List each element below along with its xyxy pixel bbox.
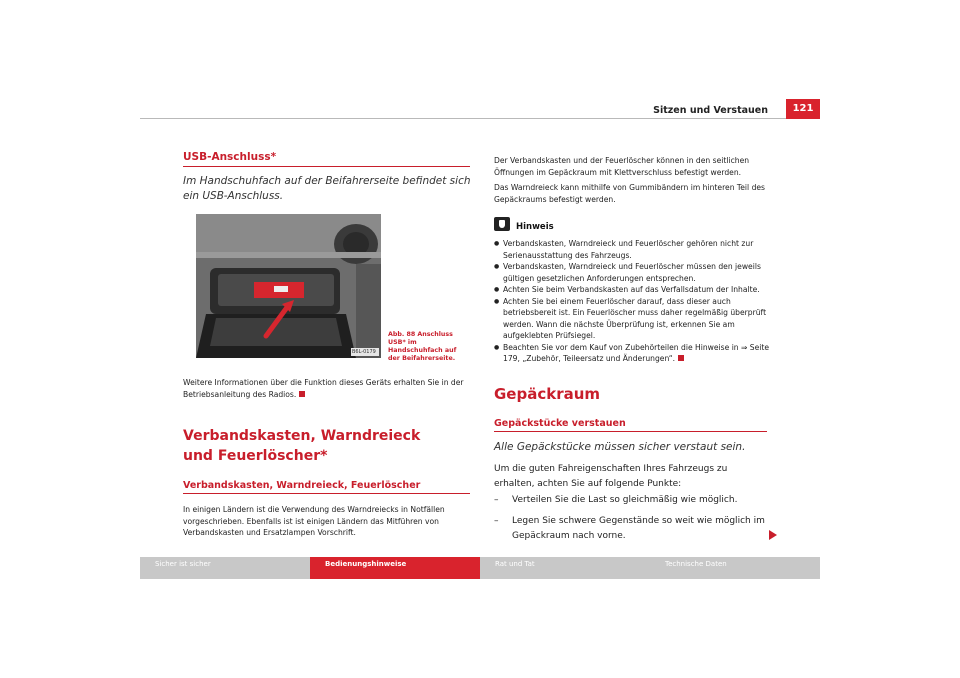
verbandskasten-body: In einigen Ländern ist die Verwendung des Warndreiecks in Notfällen vorgeschrieben. Ebenfalls ist ist einigen Ländern das Mitführen von Verbandskasten und Ersatzlampen Vorschrift. bbox=[183, 505, 445, 537]
note-hand-icon bbox=[494, 217, 510, 231]
hinweis-list bbox=[494, 238, 772, 365]
usb-lead: Im Handschuhfach auf der Beifahrerseite befindet sich ein USB-Anschluss. bbox=[183, 175, 471, 202]
chapter-heading-verbandskasten: Verbandskasten, Warndreieck und Feuerlöscher* bbox=[183, 428, 421, 464]
gepaeckstuecke-heading-rule bbox=[494, 431, 767, 432]
dash-list bbox=[494, 493, 769, 550]
footer-tab-rat-und-tat[interactable]: Rat und Tat bbox=[495, 560, 535, 568]
figure-caption: Abb. 88 Anschluss USB* im Handschuhfach auf der Beifahrerseite. bbox=[388, 331, 457, 362]
glovebox-photo bbox=[196, 214, 381, 358]
right-para-1: Der Verbandskasten und der Feuerlöscher können in den seitlichen Öffnungen im Gepäckraum mit Klettverschluss befestigt werden. bbox=[494, 156, 750, 177]
hinweis-item-link[interactable]: ● Beachten Sie vor dem Kauf von Zubehörteilen die Hinweise in ⇒ Seite 179, „Zubehör, Teileersatz und Änderungen“. bbox=[494, 342, 772, 365]
footer-nav bbox=[140, 557, 820, 579]
usb-heading: USB-Anschluss* bbox=[183, 151, 277, 163]
hinweis-title: Hinweis bbox=[516, 222, 554, 232]
chapter-heading-gepaeckraum: Gepäckraum bbox=[494, 385, 601, 403]
right-para-2: Das Warndreieck kann mithilfe von Gummibändern im hinteren Teil des Gepäckraums befestigt werden. bbox=[494, 183, 766, 204]
figure-code: B6L-0179 bbox=[352, 349, 376, 355]
end-of-section-icon bbox=[299, 391, 305, 397]
running-header: Sitzen und Verstauen bbox=[653, 105, 768, 116]
dash-item: – Verteilen Sie die Last so gleichmäßig wie möglich. bbox=[494, 493, 769, 508]
next-page-arrow-icon[interactable] bbox=[769, 530, 777, 540]
page-number: 121 bbox=[786, 99, 820, 119]
hinweis-item: ● Verbandskasten, Warndreieck und Feuerlöscher müssen den jeweils gültigen gesetzlichen Anforderungen entsprechen. bbox=[494, 261, 772, 284]
usb-body: Weitere Informationen über die Funktion dieses Geräts erhalten Sie in der Betriebsanleitung des Radios. bbox=[183, 378, 464, 399]
footer-tab-technische-daten[interactable]: Technische Daten bbox=[665, 560, 727, 568]
gepaeckstuecke-lead: Alle Gepäckstücke müssen sicher verstaut sein. bbox=[494, 441, 746, 453]
hinweis-item: ● Achten Sie beim Verbandskasten auf das Verfallsdatum der Inhalte. bbox=[494, 284, 772, 296]
end-of-section-icon bbox=[678, 355, 684, 361]
gepaeckstuecke-intro: Um die guten Fahreigenschaften Ihres Fahrzeugs zu erhalten, achten Sie auf folgende Punkte: bbox=[494, 464, 728, 489]
section-heading-verbandskasten: Verbandskasten, Warndreieck, Feuerlöscher bbox=[183, 480, 421, 491]
section-heading-rule bbox=[183, 493, 470, 494]
hinweis-item: ● Verbandskasten, Warndreieck und Feuerlöscher gehören nicht zur Serienausstattung des Fahrzeugs. bbox=[494, 238, 772, 261]
glovebox-illustration bbox=[196, 214, 381, 358]
usb-heading-rule bbox=[183, 166, 470, 167]
footer-tab-bedienungshinweise[interactable]: Bedienungshinweise bbox=[310, 557, 480, 579]
hinweis-item: ● Achten Sie bei einem Feuerlöscher darauf, dass dieser auch betriebsbereit ist. Ein Feuerlöscher muss daher regelmäßig überprüft werden. Wann die nächste Überprüfung ist, erkennen Sie am aufgeklebten Prüfsiegel. bbox=[494, 296, 772, 342]
footer-tab-sicher[interactable]: Sicher ist sicher bbox=[155, 560, 211, 568]
section-heading-gepaeckstuecke: Gepäckstücke verstauen bbox=[494, 418, 626, 429]
dash-item: – Legen Sie schwere Gegenstände so weit wie möglich im Gepäckraum nach vorne. bbox=[494, 514, 769, 544]
header-rule bbox=[140, 118, 820, 119]
